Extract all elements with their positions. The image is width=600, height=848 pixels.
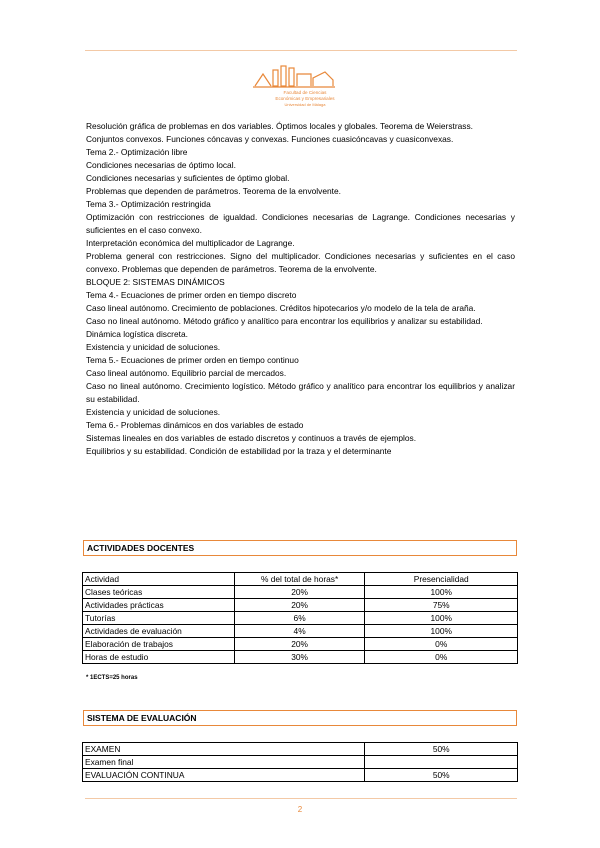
header-rule: [85, 50, 517, 51]
table-cell: Clases teóricas: [83, 586, 235, 599]
table-cell: 100%: [365, 625, 518, 638]
evaluation-table: [82, 742, 518, 782]
evaluation-section-header: [83, 710, 517, 726]
table-cell: 20%: [234, 586, 365, 599]
content-paragraph: Optimización con restricciones de igualdad. Condiciones necesarias de Lagrange. Condiciones necesarias y suficientes en el caso convexo.: [86, 212, 515, 235]
content-paragraph: Tema 3.- Optimización restringida: [86, 199, 211, 209]
table-row: [83, 756, 518, 769]
table-header-row: [83, 573, 518, 586]
table-cell: 20%: [234, 599, 365, 612]
content-paragraph: Caso lineal autónomo. Equilibrio parcial de mercados.: [86, 368, 287, 378]
content-paragraph: Caso no lineal autónomo. Crecimiento logístico. Método gráfico y analítico para encontrar los equilibrios y analizar su estabilidad.: [86, 381, 515, 404]
content-paragraph: Tema 4.- Ecuaciones de primer orden en tiempo discreto: [86, 290, 297, 300]
content-paragraph: Condiciones necesarias de óptimo local.: [86, 160, 236, 170]
table-row: [83, 625, 518, 638]
logo-line-2: Económicas y Empresariales: [275, 96, 335, 101]
content-paragraph: Tema 2.- Optimización libre: [86, 147, 188, 157]
content-paragraph: Resolución gráfica de problemas en dos variables. Óptimos locales y globales. Teorema de Weierstrass.: [86, 121, 473, 131]
activities-title: ACTIVIDADES DOCENTES: [87, 543, 195, 553]
content-paragraph: Tema 5.- Ecuaciones de primer orden en tiempo continuo: [86, 355, 299, 365]
table-cell: 4%: [234, 625, 365, 638]
syllabus-content: [86, 120, 515, 458]
table-cell: EXAMEN: [83, 743, 365, 756]
table-cell: Tutorías: [83, 612, 235, 625]
table-cell: EVALUACIÓN CONTINUA: [83, 769, 365, 782]
content-paragraph: Condiciones necesarias y suficientes de óptimo global.: [86, 173, 290, 183]
content-paragraph: Tema 6.- Problemas dinámicos en dos variables de estado: [86, 420, 304, 430]
content-paragraph: Conjuntos convexos. Funciones cóncavas y convexas. Funciones cuasicóncavas y cuasiconvexas.: [86, 134, 454, 144]
content-paragraph: Sistemas lineales en dos variables de estado discretos y continuos a través de ejemplos.: [86, 433, 417, 443]
table-row: [83, 599, 518, 612]
content-paragraph: Caso no lineal autónomo. Método gráfico y analítico para encontrar los equilibrios y analizar su estabilidad. Dinámica logística discreta.: [86, 316, 483, 339]
table-cell: 100%: [365, 586, 518, 599]
table-cell: 0%: [365, 651, 518, 664]
table-cell: 50%: [365, 743, 518, 756]
faculty-logo: [253, 60, 335, 110]
table-cell: Actividades de evaluación: [83, 625, 235, 638]
table-row: [83, 651, 518, 664]
column-header: Presencialidad: [365, 573, 518, 586]
table-row: [83, 638, 518, 651]
page-number: 2: [297, 805, 303, 814]
content-paragraph: Caso lineal autónomo. Crecimiento de poblaciones. Créditos hipotecarios y/o modelo de la tela de araña.: [86, 303, 476, 313]
activities-table: [82, 572, 518, 664]
content-paragraph: BLOQUE 2: SISTEMAS DINÁMICOS: [86, 277, 225, 287]
table-cell: 100%: [365, 612, 518, 625]
table-cell: 6%: [234, 612, 365, 625]
logo-line-1: Facultad de Ciencias: [283, 90, 327, 95]
content-paragraph: Equilibrios y su estabilidad. Condición de estabilidad por la traza y el determinante: [86, 446, 392, 456]
column-header: Actividad: [83, 573, 235, 586]
table-cell: Actividades prácticas: [83, 599, 235, 612]
footer-rule: [85, 798, 517, 799]
logo-line-3: Universidad de Málaga: [284, 102, 326, 107]
table-row: [83, 612, 518, 625]
evaluation-title: SISTEMA DE EVALUACIÓN: [87, 713, 197, 723]
table-cell: 20%: [234, 638, 365, 651]
table-cell: 75%: [365, 599, 518, 612]
column-header: % del total de horas*: [234, 573, 365, 586]
content-paragraph: Existencia y unicidad de soluciones.: [86, 342, 221, 352]
table-cell: Horas de estudio: [83, 651, 235, 664]
table-row: [83, 586, 518, 599]
table-row: [83, 769, 518, 782]
content-paragraph: Problemas que dependen de parámetros. Teorema de la envolvente.: [86, 186, 341, 196]
table-cell: Elaboración de trabajos: [83, 638, 235, 651]
table-cell: 0%: [365, 638, 518, 651]
table-row: [83, 743, 518, 756]
table-cell: Examen final: [83, 756, 365, 769]
content-paragraph: Existencia y unicidad de soluciones.: [86, 407, 221, 417]
table-cell: [365, 756, 518, 769]
table-cell: 50%: [365, 769, 518, 782]
table-cell: 30%: [234, 651, 365, 664]
content-paragraph: Interpretación económica del multiplicador de Lagrange.: [86, 238, 295, 248]
content-paragraph: Problema general con restricciones. Signo del multiplicador. Condiciones necesarias y suficientes en el caso convexo. Problemas que dependen de parámetros. Teorema de la envolvente.: [86, 251, 515, 274]
activities-section-header: [83, 540, 517, 556]
ects-footnote: * 1ECTS=25 horas: [86, 675, 138, 681]
